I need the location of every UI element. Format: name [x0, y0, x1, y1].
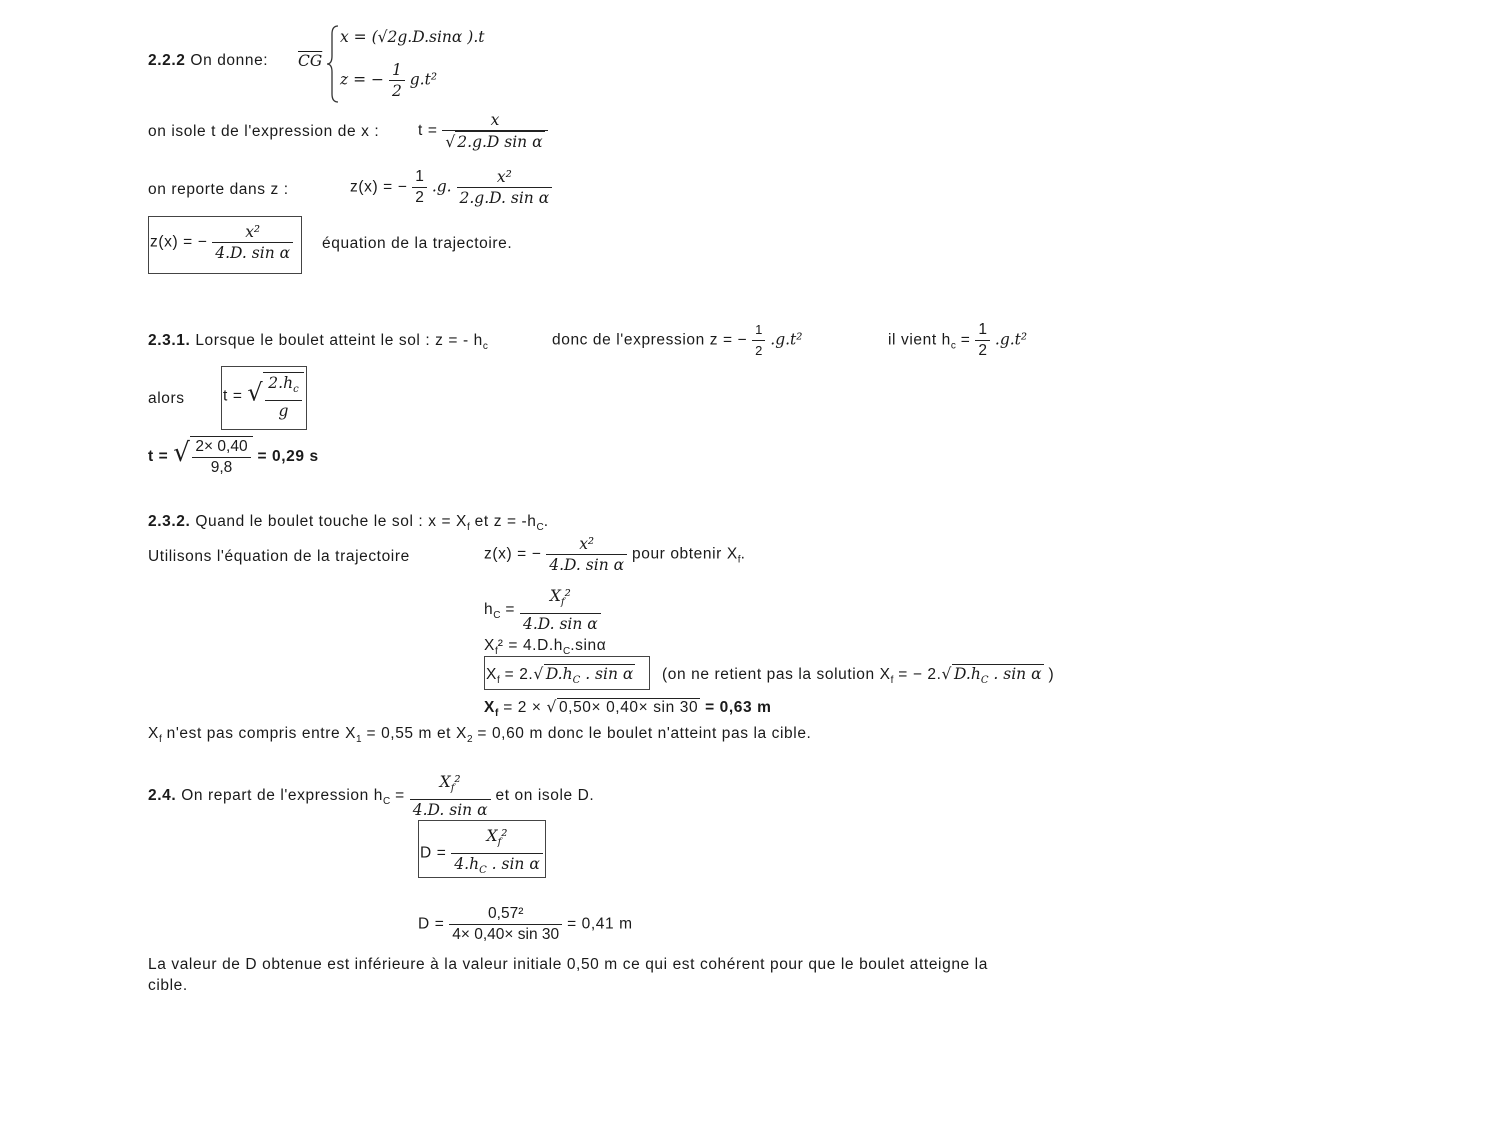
section-2-2-2-heading: 2.2.2 On donne: — [148, 52, 269, 69]
t-formula: t = √ $\frac{2.h_c}{g}$ — [223, 372, 304, 421]
xf-conclusion: $X_f$ n'est pas compris entre $X_1 = 0,55$ m et $X_2 = 0,60$ m donc le boulet n'atteint pas la cible. — [148, 725, 812, 746]
d-conclusion-line2: cible. — [148, 977, 188, 994]
equation-x: x = (√2g.D.sinα ).t — [340, 28, 485, 46]
brace-icon — [326, 24, 340, 104]
isole-t-text: on isole t de l'expression de x : — [148, 123, 380, 140]
trajectory-eq-reuse: z(x) = − $\frac{\text{x²}}{\text{4.D. sin α}}$ pour obtenir $X_f$. — [484, 535, 746, 574]
hc-expression: il vient $h_c$ = $\frac{1}{2}$ .g.t² — [888, 321, 1028, 359]
zx-substitution: z(x) = − $\frac{1}{2}$ .g. $\frac{\text{x²}}{\text{2.g.D. sin α}}$ — [350, 167, 552, 208]
d-conclusion-line1: La valeur de D obtenue est inférieure à la valeur initiale 0,50 m ce qui est cohérent pour que le boulet atteigne la — [148, 956, 988, 973]
t-calculation: t = √ $\frac{2\times 0,40}{9,8}$ = 0,29 s — [148, 438, 319, 476]
reporte-text: on reporte dans z : — [148, 181, 289, 198]
section-2-3-2-heading: 2.3.2. Quand le boulet touche le sol : $x = X_f$ et $z = -h_C$. — [148, 513, 549, 534]
equation-z: z = − $\frac{1}{2}$ g.t² — [340, 61, 438, 100]
d-calculation: D = $\frac{\text{0,57²}}{4\times 0,40\times \sin 30}$ = 0,41 m — [418, 905, 633, 943]
xf-calculation: $X_f = 2$ × √ 0,50× 0,40× sin 30 = 0,63 m — [484, 698, 772, 720]
t-expression: t = $\frac{x}{\text{√ 2.g.D sin α}}$ — [418, 110, 548, 152]
hc-equation: $h_C$ = $\frac{X_f^2}{\text{4.D. sin α}}$ — [484, 586, 601, 634]
xf-squared: $X_f^2 = 4.D.h_C.\sin\alpha$ — [484, 637, 607, 658]
section-2-3-1-heading: 2.3.1. Lorsque le boulet atteint le sol : z = - $h_c$ — [148, 332, 488, 353]
utilisons-text: Utilisons l'équation de la trajectoire — [148, 548, 410, 565]
alors-text: alors — [148, 390, 185, 407]
rejected-solution: (on ne retient pas la solution $X_f$ = − 2.√ $D.h_C$ . sin α ) — [662, 665, 1055, 687]
cg-vector: $\overline{CG}$ — [298, 52, 323, 70]
expression-z: donc de l'expression z = − $\frac{1}{2}$ .g.t² — [552, 320, 803, 361]
d-formula: D = $\frac{X_f^2}{4.h_C . \sin \alpha}$ — [420, 826, 543, 881]
trajectory-equation: z(x) = − $\frac{\text{x²}}{\text{4.D. sin α}}$ — [150, 222, 293, 263]
trajectory-label: équation de la trajectoire. — [322, 235, 513, 252]
section-2-4-heading: 2.4. On repart de l'expression $h_C$ = $\frac{X_f^2}{\text{4.D. sin α}}$ et on isole D. — [148, 773, 595, 820]
xf-formula: $X_f = 2.√$ $D.h_C$ . sin α — [486, 665, 634, 687]
